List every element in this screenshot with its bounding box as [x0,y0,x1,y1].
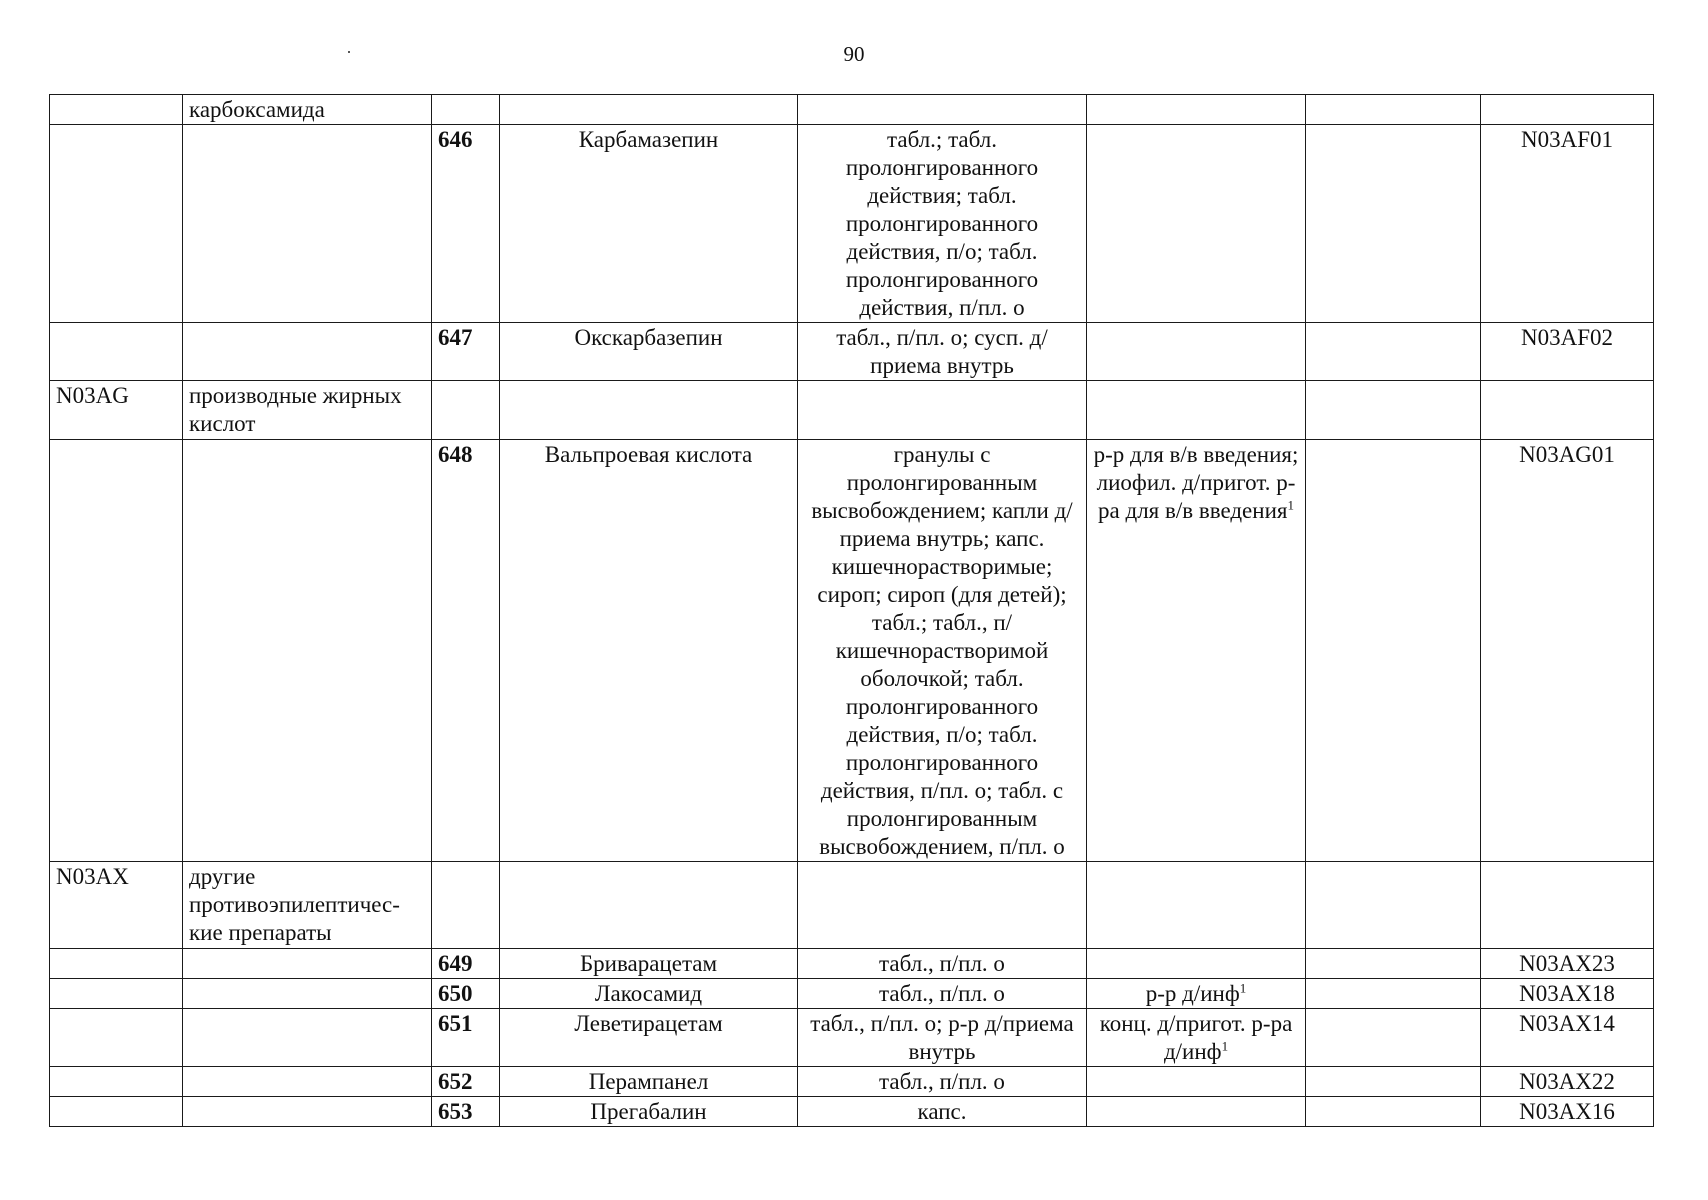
atc-group-code-cell [50,1067,183,1097]
atc-code-cell: N03AX18 [1481,979,1654,1009]
dosage-form-cell: табл., п/пл. о [798,949,1087,979]
table-row [50,381,1654,440]
injection-form-cell [1087,1097,1306,1127]
atc-code-cell: N03AX14 [1481,1009,1654,1067]
injection-form-text: конц. д/пригот. р-ра д/инф [1099,1011,1293,1064]
atc-group-code-cell [50,125,183,323]
row-number-cell: 651 [432,1009,500,1067]
table-row [50,1067,1654,1097]
injection-form-text: р-р для в/в введения; лиофил. д/пригот. р-ра для в/в введения [1093,442,1299,523]
atc-group-code-cell: N03AG [50,381,183,440]
drug-name-cell: Окскарбазепин [500,323,798,381]
row-number-cell [432,95,500,125]
atc-group-name-cell [183,1009,432,1067]
empty-cell [1306,862,1481,949]
atc-code-cell: N03AF02 [1481,323,1654,381]
drug-name-cell: Прегабалин [500,1097,798,1127]
injection-form-text: р-р д/инф [1145,981,1240,1006]
dosage-form-cell [798,862,1087,949]
empty-cell [1306,381,1481,440]
row-number-cell [432,862,500,949]
table-row [50,323,1654,381]
table-row [50,949,1654,979]
atc-group-name-cell [183,323,432,381]
injection-form-cell [1087,381,1306,440]
atc-group-name-cell [183,1067,432,1097]
table-row [50,125,1654,323]
table-row [50,862,1654,949]
footnote-mark: 1 [1221,1038,1229,1054]
empty-cell [1306,1097,1481,1127]
atc-group-name-cell: карбоксамида [183,95,432,125]
footnote-mark: 1 [1239,980,1247,996]
scan-speck [348,51,350,53]
drug-name-cell: Леветирацетам [500,1009,798,1067]
table-row [50,440,1654,862]
table-row [50,1097,1654,1127]
atc-group-code-cell [50,95,183,125]
empty-cell [1306,440,1481,862]
row-number-cell: 653 [432,1097,500,1127]
drug-name-cell: Бриварацетам [500,949,798,979]
dosage-form-cell: капс. [798,1097,1087,1127]
atc-group-name-cell: производные жирных кислот [183,381,432,440]
atc-group-name-cell [183,949,432,979]
atc-group-code-cell [50,979,183,1009]
page-number: 90 [843,42,865,66]
dosage-form-cell: табл., п/пл. о; р-р д/приема внутрь [798,1009,1087,1067]
row-number-cell: 649 [432,949,500,979]
row-number-cell: 650 [432,979,500,1009]
dosage-form-cell: гранулы с пролонгированным высвобождением; капли д/приема внутрь; капс. кишечнорастворимые; сироп; сироп (для детей); табл.; табл., п/кишечнорастворимой оболочкой; табл. пролонгированного действия, п/о; табл. пролонгированного действия, п/пл. о; табл. с пролонгированным высвобождением, п/пл. о [798,440,1087,862]
drug-name-cell [500,862,798,949]
atc-code-cell [1481,95,1654,125]
atc-group-code-cell [50,440,183,862]
injection-form-cell [1087,1009,1306,1067]
dosage-form-cell [798,381,1087,440]
injection-form-cell [1087,440,1306,862]
table-row [50,979,1654,1009]
drug-name-cell: Карбамазепин [500,125,798,323]
row-number-cell: 652 [432,1067,500,1097]
injection-form-cell [1087,125,1306,323]
empty-cell [1306,125,1481,323]
empty-cell [1306,1009,1481,1067]
injection-form-cell [1087,949,1306,979]
empty-cell [1306,95,1481,125]
drug-name-cell: Вальпроевая кислота [500,440,798,862]
dosage-form-cell: табл., п/пл. о [798,1067,1087,1097]
row-number-cell: 647 [432,323,500,381]
atc-group-code-cell [50,949,183,979]
dosage-form-cell: табл., п/пл. о; сусп. д/приема внутрь [798,323,1087,381]
atc-group-name-cell [183,440,432,862]
empty-cell [1306,949,1481,979]
atc-group-name-cell [183,1097,432,1127]
dosage-form-cell: табл., п/пл. о [798,979,1087,1009]
atc-group-name-cell [183,125,432,323]
atc-code-cell [1481,381,1654,440]
injection-form-cell [1087,323,1306,381]
drug-list-table [49,94,1654,1127]
dosage-form-cell [798,95,1087,125]
atc-group-code-cell [50,323,183,381]
empty-cell [1306,323,1481,381]
table-row [50,95,1654,125]
row-number-cell: 648 [432,440,500,862]
atc-group-code-cell [50,1097,183,1127]
atc-group-code-cell [50,1009,183,1067]
drug-name-cell [500,381,798,440]
drug-name-cell [500,95,798,125]
atc-group-name-cell [183,979,432,1009]
atc-code-cell: N03AX22 [1481,1067,1654,1097]
drug-name-cell: Перампанел [500,1067,798,1097]
empty-cell [1306,1067,1481,1097]
footnote-mark: 1 [1287,497,1294,513]
atc-code-cell [1481,862,1654,949]
injection-form-cell [1087,95,1306,125]
atc-group-name-cell: другие противоэпилептичес-кие препараты [183,862,432,949]
drug-name-cell: Лакосамид [500,979,798,1009]
atc-code-cell: N03AX16 [1481,1097,1654,1127]
injection-form-cell [1087,862,1306,949]
atc-group-code-cell: N03AX [50,862,183,949]
dosage-form-cell: табл.; табл. пролонгированного действия; табл. пролонгированного действия, п/о; табл. пролонгированного действия, п/пл. о [798,125,1087,323]
injection-form-cell [1087,1067,1306,1097]
injection-form-cell [1087,979,1306,1009]
row-number-cell [432,381,500,440]
atc-code-cell: N03AX23 [1481,949,1654,979]
empty-cell [1306,979,1481,1009]
table-row [50,1009,1654,1067]
atc-code-cell: N03AG01 [1481,440,1654,862]
atc-code-cell: N03AF01 [1481,125,1654,323]
row-number-cell: 646 [432,125,500,323]
